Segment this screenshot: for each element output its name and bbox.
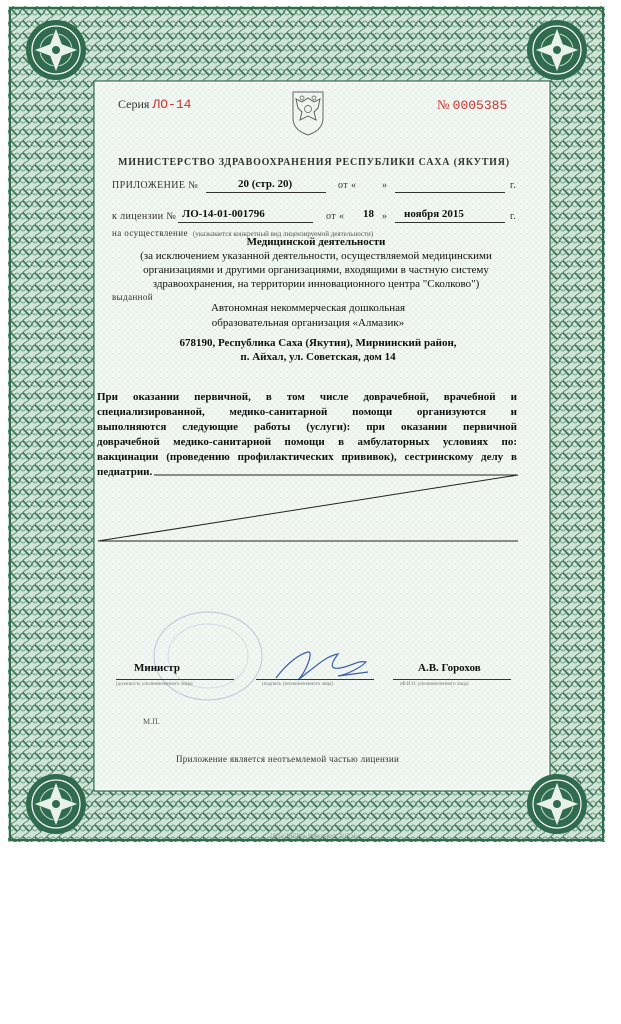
org-name-line2: образовательная организация «Алмазик»: [211, 317, 405, 329]
coat-of-arms-icon: [288, 90, 328, 136]
series: Серия ЛО-14: [118, 97, 192, 112]
strike-lines: [94, 466, 524, 546]
activity-title: Медицинской деятельности: [246, 236, 386, 248]
signatory-position: Министр: [134, 662, 180, 674]
corner-rosette-icon: [26, 774, 86, 834]
corner-rosette-icon: [26, 20, 86, 80]
printer-note: ЗАО «СИБПРО», Новосибирск, 2015, «Б»: [270, 834, 360, 839]
activity-hint: (указывается конкретный вид лицензируемой деятельности): [193, 230, 374, 238]
form-number-value: 0005385: [452, 98, 508, 113]
form-number: № 0005385: [437, 97, 508, 113]
license-frame: Серия ЛО-14 № 0005385 МИНИСТЕРСТВО ЗДРАВООХРАНЕНИЯ РЕСПУБЛИКИ САХА (ЯКУТИЯ) ПРИЛОЖЕНИЕ № 20 (стр. 20) от « » г. к лицензии № ЛО-14-01-001796 от « 18 » ноября 2015 г. на осуществление (указывается конкретный вид лицензируемой деятельности) Медицинской деятельности (за исключением указанной деятельности, осуществляемой медицинскими организациями и другими организациями, входящими в частную систему здравоохранения, на территории инновационного центра "Сколково") выданной Автономная некоммерческая дошкольная образовательная организация «Алмазик» 678190, Республика Саха (Якутия), Мирнинский район, п. Айхал, ул. Советская, дом 14 При оказании первичной, в том числе доврачебной, врачебной и специализированной, медико-санитарной помощи организуются и выполняются следующие работы (услуги): при оказании первичной доврачебной медико-санитарной помощи в амбулаторных условиях по: вакцинации (проведению профилактических прививок), сестринскому делу в педиатрии. Министр (должность уполномоченного лица) (подпись уполномоченного лица) А.В. Горохов (Ф.И.О. уполномоченного лица) М.П. Приложение является неотъемлемой частью лицензии ЗАО «СИБПРО», Новосибирск, 2015, «Б»: [8, 6, 605, 842]
corner-rosette-icon: [527, 774, 587, 834]
license-label: к лицензии №: [112, 211, 177, 222]
services-text: При оказании первичной, в том числе доврачебной, врачебной и специализированной, медико-санитарной помощи организуются и выполняются следующие работы (услуги): при оказании первичной доврачебной медико-санитарной помощи в амбулаторных условиях по: вакцинации (проведению профилактических прививок), сестринскому делу в педиатрии.: [97, 391, 517, 478]
activity-label: на осуществление: [112, 228, 188, 238]
license-day: 18: [363, 208, 374, 220]
stamp-seal-icon: [148, 606, 268, 706]
seal-place: М.П.: [143, 717, 160, 726]
appendix-value: 20 (стр. 20): [238, 178, 293, 190]
license-number: ЛО-14-01-001796: [182, 208, 265, 220]
org-name-line1: Автономная некоммерческая дошкольная: [210, 302, 406, 314]
org-address-line1: 678190, Республика Саха (Якутия), Мирнинский район,: [179, 337, 457, 349]
license-month-year: ноября 2015: [404, 208, 464, 220]
appendix-label: ПРИЛОЖЕНИЕ №: [112, 180, 199, 191]
ministry-title: МИНИСТЕРСТВО ЗДРАВООХРАНЕНИЯ РЕСПУБЛИКИ САХА (ЯКУТИЯ): [118, 157, 510, 168]
org-address-line2: п. Айхал, ул. Советская, дом 14: [240, 351, 396, 363]
corner-rosette-icon: [527, 20, 587, 80]
series-value: ЛО-14: [152, 97, 192, 112]
appendix-from: от «: [338, 180, 357, 191]
issued-label: выданной: [112, 292, 154, 302]
signatory-name: А.В. Горохов: [418, 662, 481, 674]
footer-note: Приложение является неотъемлемой частью лицензии: [176, 754, 400, 764]
